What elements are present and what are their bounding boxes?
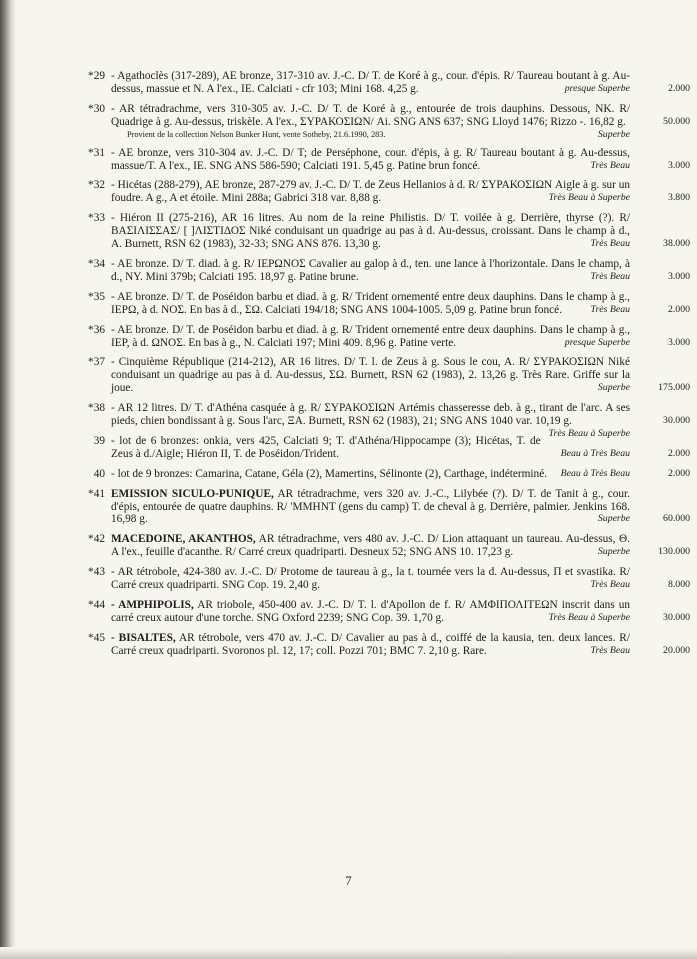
lot-entry: [84, 599, 690, 625]
lot-price: 3.000: [667, 159, 690, 171]
lot-grade: Très Beau à Superbe: [548, 427, 630, 439]
lot-description: - lot de 9 bronzes: Camarina, Catane, Géla (2), Mamertins, Sélinonte (2), Carthage, indéterminé.: [111, 467, 548, 480]
lot-entry: [84, 257, 690, 284]
lot-number: *43: [88, 566, 105, 579]
lot-number: 39: [93, 434, 105, 447]
lot-heading: - BISALTES,: [111, 631, 176, 644]
lot-number: *32: [88, 179, 105, 192]
lot-description: - AE bronze, vers 310-304 av. J.-C. D/ T; de Perséphone, cour. d'épis, à g. R/ Taureau boutant à g. Au-dessus, massue/T. A l'ex., IE. SNG ANS 586-590; Calciati 191. 5,45 g. Patine brun foncé.: [111, 146, 630, 172]
lot-number: *42: [88, 533, 105, 546]
lot-entry: [84, 434, 690, 461]
lot-price: 30.000: [663, 611, 690, 623]
lot-price: 2.000: [667, 447, 690, 459]
lot-heading: MACEDOINE, AKANTHOS,: [111, 533, 256, 546]
lot-grade: presque Superbe: [564, 336, 630, 348]
lot-description: - lot de 6 bronzes: onkia, vers 425, Calciati 9; T. d'Athéna/Hippocampe (3); Hicétas, T. de Zeus à d./Aigle; Hiéron II, T. de Poséidon/Trident.: [111, 434, 541, 460]
lot-description: - AE bronze. D/ T. de Poséidon barbu et diad. à g. R/ Trident ornementé entre deux dauphins. Dans le champ à g., ΙΕΡΩ, à d. ΝΟΣ. En bas à d., ΣΩ. Calciati 194/18; SNG ANS 1004-1005. 5,09 g. Patine brun foncé.: [111, 290, 630, 316]
lot-heading: - AMPHIPOLIS,: [111, 599, 194, 611]
lot-entry: [84, 290, 690, 317]
lot-grade: Très Beau: [590, 159, 630, 171]
lot-grade: Superbe: [597, 128, 630, 140]
lot-description: - Hiéron II (275-216), AR 16 litres. Au nom de la reine Philistis. D/ T. voilée à g. Derrière, thyrse (?). R/ ΒΑΣΙΛΙΣΣΑΣ/ [ ]ΛΙΣΤΙΔΟΣ Niké conduisant un quadrige au pas à d. Au-dessus, croissant. Dans le champ à d., A. Burnett, RSN 62 (1983), 32-33; SNG ANS 876. 13,30 g.: [111, 212, 630, 251]
lot-description: AR tétradrachme, vers 320 av. J.-C., Lilybée (?). D/ T. de Tanit à g., cour. d'épis, entourée de quatre dauphins. R/ 'MMHNT (gens du camp) T. de cheval à g. Derrière, palmier. Jenkins 168. 16,98 g.: [111, 487, 630, 526]
lot-entry: [84, 323, 690, 350]
lot-grade: Superbe: [597, 546, 630, 558]
lot-grade: Très Beau: [590, 270, 630, 282]
lot-price: 175.000: [658, 382, 690, 394]
lot-description: - Agathoclès (317-289), AE bronze, 317-310 av. J.-C. D/ T. de Koré à g., cour. d'épis. R/ Taureau boutant à g. Au-dessus, massue et N. A l'ex., IE. Calciati - cfr 103; Mini 168. 4,25 g.: [111, 70, 630, 95]
lot-description: - AR tétradrachme, vers 310-305 av. J.-C. D/ T. de Koré à g., entourée de trois dauphins. Dessous, NK. R/ Quadrige à g. Au-dessus, triskèle. A l'ex., ΣΥΡΑΚΟΣΙΩΝ/ Ai. SNG ANS 637; SNG Lloyd 1476; Rizzo -. 16,82 g.: [111, 102, 630, 128]
lot-number: *34: [88, 257, 105, 270]
lot-list: [84, 70, 690, 665]
lot-number: *38: [88, 402, 105, 415]
lot-price: 3.000: [667, 270, 690, 282]
lot-price: 20.000: [663, 644, 690, 656]
lot-price: 60.000: [663, 513, 690, 525]
lot-price: 2.000: [667, 467, 690, 479]
lot-entry: [84, 467, 690, 481]
lot-description: - Hicétas (288-279), AE bronze, 287-279 av. J.-C. D/ T. de Zeus Hellanios à d. R/ ΣΥΡΑΚΟΣΙΩΝ Aigle à g. sur un foudre. A g., A et étoile. Mini 288a; Gabrici 318 var. 8,88 g.: [111, 179, 631, 205]
page-number: 7: [345, 874, 352, 888]
lot-price: 50.000: [663, 115, 690, 127]
lot-number: *41: [88, 487, 105, 500]
lot-number: *44: [88, 599, 105, 611]
lot-number: 40: [93, 467, 105, 480]
lot-entry: [84, 487, 690, 527]
lot-price: 2.000: [667, 303, 690, 315]
lot-grade: Très Beau: [590, 303, 630, 315]
lot-entry: [84, 356, 690, 395]
lot-entry: [84, 402, 690, 439]
lot-description: - AR tétrobole, 424-380 av. J.-C. D/ Protome de taureau à g., la t. tournée vers la d. Au-dessus, Π et svastika. R/ Carré creux quadriparti. SNG Cop. 19. 2,40 g.: [111, 566, 630, 592]
provenance-note: Provient de la collection Nelson Bunker Hunt, vente Sotheby, 21.6.1990, 283.: [127, 129, 386, 139]
page-bottom-shadow: [0, 947, 697, 959]
lot-heading: EMISSION SICULO-PUNIQUE,: [111, 487, 274, 500]
lot-price: 8.000: [667, 579, 690, 591]
lot-description: - Cinquième République (214-212), AR 16 litres. D/ T. l. de Zeus à g. Sous le cou, A. R/ ΣΥΡΑΚΟΣΙΩΝ Niké conduisant un quadrige au pas à d. Au-dessus, ΣΩ. Burnett, RSN 62 (1983), 2. 13,26 g. Très Rare. Griffe sur la joue.: [111, 356, 630, 395]
lot-number: *37: [88, 356, 105, 369]
lot-grade: Beau à Très Beau: [560, 467, 630, 479]
lot-grade: presque Superbe: [564, 82, 630, 94]
lot-price: 30.000: [663, 415, 690, 427]
lot-grade: Très Beau à Superbe: [548, 192, 630, 204]
lot-entry: [84, 179, 690, 205]
lot-entry: [84, 631, 690, 658]
lot-description: AR tétrobole, vers 470 av. J.-C. D/ Cavalier au pas à d., coiffé de la kausia, ten. deux lances. R/ Carré creux quadriparti. Svoronos pl. 12, 17; coll. Pozzi 701; BMC 7. 2,10 g. Rare.: [111, 631, 630, 657]
lot-grade: Superbe: [597, 513, 630, 525]
lot-number: *36: [88, 323, 105, 336]
lot-description: AR tétradrachme, vers 480 av. J.-C. D/ Lion attaquant un taureau. Au-dessus, Θ. A l'ex., feuille d'acanthe. R/ Carré creux quadriparti. Desneux 52; SNG ANS 10. 17,23 g.: [111, 533, 630, 559]
lot-entry: [84, 212, 690, 251]
lot-number: *35: [88, 290, 105, 303]
lot-price: 130.000: [658, 546, 690, 558]
lot-number: *45: [88, 631, 105, 644]
lot-grade: Très Beau: [590, 644, 630, 656]
lot-entry: [84, 70, 690, 96]
lot-number: *30: [88, 102, 105, 115]
lot-grade: Très Beau: [590, 579, 630, 591]
lot-entry: [84, 533, 690, 559]
lot-entry: [84, 566, 690, 592]
lot-grade: Très Beau à Superbe: [548, 611, 630, 623]
lot-price: 3.800: [667, 192, 690, 204]
lot-number: *31: [88, 146, 105, 159]
lot-price: 3.000: [667, 336, 690, 348]
lot-price: 38.000: [663, 238, 690, 250]
page-binding-shadow: [0, 0, 16, 959]
lot-description: - AR 12 litres. D/ T. d'Athéna casquée à g. R/ ΣΥΡΑΚΟΣΙΩΝ Artémis chasseresse deb. à g., tirant de l'arc. A ses pieds, chien bondissant à g. Sous l'arc, ΞΑ. Burnett, RSN 62 (1983), 21; SNG ANS 1040 var. 10,19 g.: [111, 402, 630, 428]
lot-entry: [84, 146, 690, 173]
lot-number: *33: [88, 212, 105, 225]
lot-grade: Superbe: [597, 382, 630, 394]
lot-description: AR triobole, 450-400 av. J.-C. D/ T. l. d'Apollon de f. R/ ΑΜΦΙΠΟΛΙΤΕΩΝ inscrit dans un carré creux autour d'une torche. SNG Oxford 2239; SNG Cop. 39. 1,70 g.: [111, 599, 631, 624]
lot-grade: Très Beau: [590, 238, 630, 250]
lot-description: - AE bronze. D/ T. de Poséidon barbu et diad. à g. R/ Trident ornementé entre deux dauphins. Dans le champ à g., ΙΕΡ, à d. ΩΝΟΣ. En bas à g., N. Calciati 197; Mini 409. 8,96 g. Patine verte.: [111, 323, 630, 349]
lot-grade: Beau à Très Beau: [560, 447, 630, 459]
lot-price: 2.000: [667, 82, 690, 94]
lot-number: *29: [88, 70, 105, 82]
lot-entry: [84, 102, 690, 140]
lot-description: - AE bronze. D/ T. diad. à g. R/ ΙΕΡΩΝΟΣ Cavalier au galop à d., ten. une lance à l'horizontale. Dans le champ, à d., NY. Mini 379b; Calciati 195. 18,97 g. Patine brune.: [111, 257, 630, 283]
